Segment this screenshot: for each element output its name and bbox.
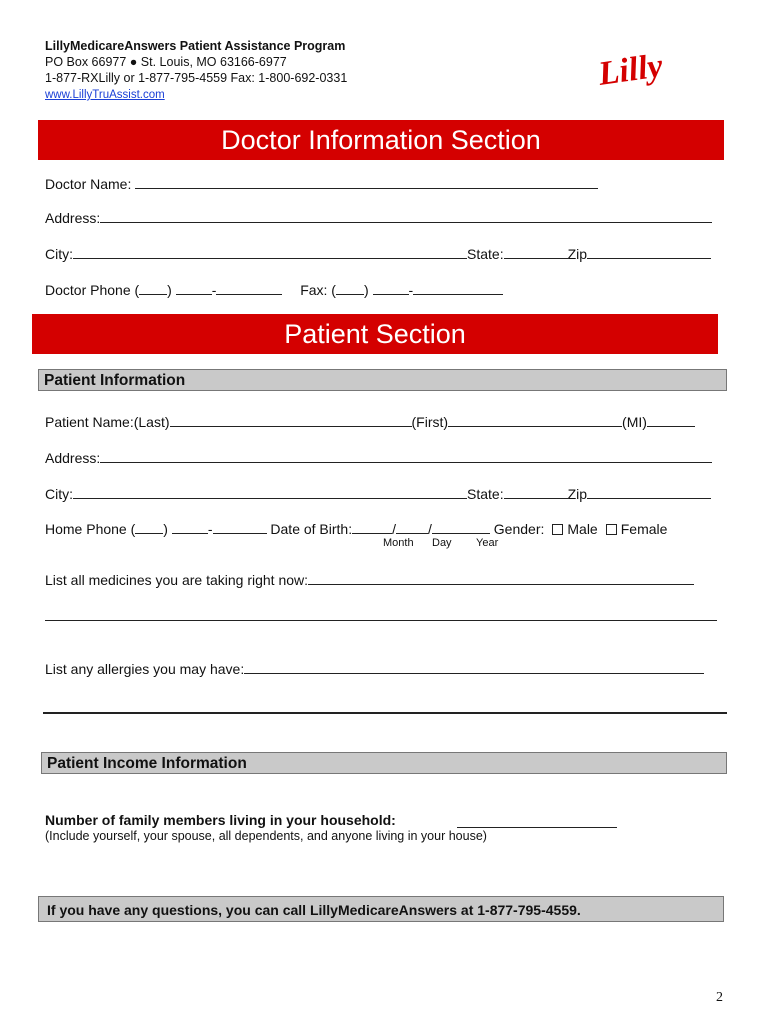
doctor-fax-paren: ) — [363, 282, 369, 298]
home-phone-line-field[interactable] — [213, 519, 267, 534]
patient-mi-label: (MI) — [622, 414, 647, 430]
patient-section-banner: Patient Section — [32, 314, 718, 354]
doctor-phone-row — [45, 280, 503, 300]
dob-slash-2: / — [428, 521, 432, 537]
dob-label: Date of Birth: — [270, 521, 353, 537]
doctor-name-field[interactable] — [135, 174, 598, 189]
doctor-address-label: Address: — [45, 210, 101, 226]
family-members-note: (Include yourself, your spouse, all dependents, and anyone living in your house) — [45, 829, 487, 843]
page-number: 2 — [716, 990, 723, 1005]
website-link[interactable]: www.LillyTruAssist.com — [45, 89, 165, 101]
home-phone-area-field[interactable] — [135, 519, 163, 534]
dob-slash-1: / — [392, 521, 396, 537]
gender-label: Gender: — [493, 521, 545, 537]
doctor-phone-paren: ) — [167, 282, 172, 298]
org-name: LillyMedicareAnswers Patient Assistance Program — [45, 39, 346, 53]
doctor-section-banner: Doctor Information Section — [38, 120, 724, 160]
svg-text:Lilly: Lilly — [596, 47, 665, 93]
patient-first-name-label: (First) — [411, 414, 449, 430]
doctor-phone-dash: - — [211, 282, 217, 298]
doctor-phone-label: Doctor Phone ( — [45, 282, 140, 298]
patient-state-label: State: — [467, 486, 504, 502]
allergies-field[interactable] — [244, 659, 704, 674]
male-label: Male — [567, 521, 598, 537]
patient-address-field[interactable] — [100, 448, 712, 463]
doctor-phone-prefix-field[interactable] — [176, 280, 212, 295]
dob-day-caption: Day — [432, 537, 452, 549]
home-phone-label: Home Phone ( — [45, 521, 136, 537]
dob-month-field[interactable] — [352, 519, 392, 534]
home-phone-prefix-field[interactable] — [172, 519, 208, 534]
doctor-city-row — [45, 244, 711, 264]
doctor-state-field[interactable] — [504, 244, 568, 259]
medicines-label: List all medicines you are taking right now: — [45, 572, 309, 588]
dob-month-caption: Month — [383, 537, 414, 549]
male-checkbox[interactable] — [552, 524, 563, 535]
patient-city-field[interactable] — [73, 484, 467, 499]
doctor-phone-line-field[interactable] — [216, 280, 282, 295]
patient-zip-label: Zip — [567, 486, 588, 502]
family-members-field[interactable] — [457, 827, 617, 828]
questions-banner: If you have any questions, you can call LillyMedicareAnswers at 1-877-795-4559. — [38, 896, 724, 922]
dob-year-caption: Year — [476, 537, 499, 549]
home-phone-dash: - — [207, 521, 213, 537]
patient-info-heading: Patient Information — [38, 369, 727, 391]
medicines-field[interactable] — [308, 570, 694, 585]
income-info-heading: Patient Income Information — [41, 752, 727, 774]
patient-mi-field[interactable] — [647, 412, 695, 427]
patient-last-name-label: Patient Name:(Last) — [45, 414, 170, 430]
doctor-city-label: City: — [45, 246, 73, 262]
doctor-city-field[interactable] — [73, 244, 467, 259]
doctor-fax-dash: - — [408, 282, 414, 298]
dob-day-field[interactable] — [396, 519, 428, 534]
patient-zip-field[interactable] — [587, 484, 711, 499]
medicines-row — [45, 570, 694, 590]
patient-first-name-field[interactable] — [448, 412, 622, 427]
doctor-name-label: Doctor Name: — [45, 176, 132, 192]
medicines-field-line-2[interactable] — [45, 620, 717, 621]
doctor-fax-area-field[interactable] — [336, 280, 364, 295]
allergies-field-line-2[interactable] — [43, 712, 727, 714]
doctor-fax-label: Fax: ( — [300, 282, 336, 298]
patient-phone-dob-row — [45, 519, 667, 539]
doctor-fax-prefix-field[interactable] — [373, 280, 409, 295]
doctor-name-row — [45, 174, 598, 194]
doctor-address-field[interactable] — [100, 208, 712, 223]
doctor-zip-field[interactable] — [587, 244, 711, 259]
patient-address-label: Address: — [45, 450, 101, 466]
patient-name-row — [45, 412, 695, 432]
patient-city-label: City: — [45, 486, 73, 502]
doctor-fax-line-field[interactable] — [413, 280, 503, 295]
patient-state-field[interactable] — [504, 484, 568, 499]
doctor-state-label: State: — [467, 246, 504, 262]
patient-city-row — [45, 484, 711, 504]
org-phones: 1-877-RXLilly or 1-877-795-4559 Fax: 1-800-692-0331 — [45, 71, 348, 85]
allergies-row — [45, 659, 704, 679]
doctor-phone-area-field[interactable] — [139, 280, 167, 295]
family-members-label: Number of family members living in your household: — [45, 812, 396, 828]
allergies-label: List any allergies you may have: — [45, 661, 245, 677]
home-phone-paren: ) — [163, 521, 168, 537]
org-address: PO Box 66977 ● St. Louis, MO 63166-6977 — [45, 55, 287, 69]
doctor-zip-label: Zip — [567, 246, 588, 262]
dob-year-field[interactable] — [432, 519, 490, 534]
patient-last-name-field[interactable] — [170, 412, 412, 427]
female-checkbox[interactable] — [606, 524, 617, 535]
doctor-address-row — [45, 208, 712, 228]
patient-address-row — [45, 448, 712, 468]
lilly-logo — [595, 44, 683, 100]
female-label: Female — [620, 521, 668, 537]
